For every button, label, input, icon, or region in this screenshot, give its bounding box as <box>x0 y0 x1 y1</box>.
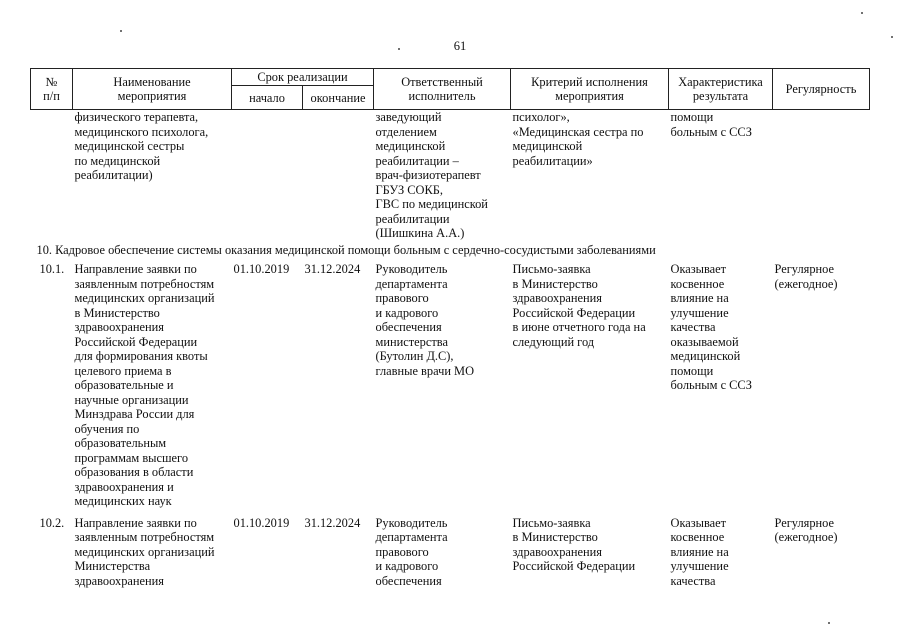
cell-name: Направление заявки по заявленным потребностям медицинских организаций в Министерство здравоохранения Российской Федерации для формирования квоты целевого приема в образовательные и научные организации Минздрава России для обучения по образовательным программам высшего образования в области здравоохранения и медицинских наук <box>74 262 215 508</box>
cell-regularity: Регулярное (ежегодное) <box>774 515 838 544</box>
cell-start: 01.10.2019 <box>233 515 290 530</box>
cell-num: 10.2. <box>39 515 65 530</box>
cell-result: помощи больным с ССЗ <box>670 110 752 139</box>
cell-num: 10.1. <box>39 262 65 276</box>
cell-criterion: психолог», «Медицинская сестра по медицинской реабилитации» <box>512 110 644 168</box>
table-row <box>31 509 870 589</box>
plan-table <box>30 68 870 588</box>
scan-speck <box>398 48 400 50</box>
table-row <box>31 262 870 509</box>
cell-result: Оказывает косвенное влияние на улучшение качества оказываемой медицинской помощи больным с ССЗ <box>670 262 752 392</box>
scan-speck <box>828 622 830 624</box>
header-num: № п/п <box>31 69 73 110</box>
cell-regularity: Регулярное (ежегодное) <box>774 262 838 291</box>
cell-responsible: Руководитель департамента правового и кадрового обеспечения министерства (Бутолин Д.С), главные врачи МО <box>375 262 475 378</box>
cell-criterion: Письмо-заявка в Министерство здравоохранения Российской Федерации в июне отчетного года на следующий год <box>512 262 646 349</box>
cell-name: Направление заявки по заявленным потребностям медицинских организаций Министерства здравоохранения <box>74 515 215 588</box>
table-header <box>31 69 870 110</box>
header-end: окончание <box>303 86 374 110</box>
cell-criterion: Письмо-заявка в Министерство здравоохранения Российской Федерации <box>512 515 636 573</box>
header-regularity: Регулярность <box>773 69 870 110</box>
header-start: начало <box>232 86 303 110</box>
scan-speck <box>891 36 893 38</box>
cell-start: 01.10.2019 <box>233 262 290 276</box>
header-result: Характеристика результата <box>669 69 773 110</box>
section-row <box>31 241 870 263</box>
cell-end: 31.12.2024 <box>304 515 361 530</box>
header-name: Наименование мероприятия <box>73 69 232 110</box>
cell-name: физического терапевта, медицинского психолога, медицинской сестры по медицинской реабилитации) <box>74 110 209 182</box>
cell-responsible: заведующий отделением медицинской реабилитации – врач-физиотерапевт ГБУЗ СОКБ, ГВС по медицинской реабилитации (Шишкина А.А.) <box>375 110 488 240</box>
header-criterion: Критерий исполнения мероприятия <box>511 69 669 110</box>
cell-responsible: Руководитель департамента правового и кадрового обеспечения <box>375 515 448 588</box>
header-term: Срок реализации <box>232 69 374 86</box>
cell-result: Оказывает косвенное влияние на улучшение качества <box>670 515 729 588</box>
header-responsible: Ответственный исполнитель <box>374 69 511 110</box>
page-number: 61 <box>453 39 467 53</box>
table-row-continuation <box>31 110 870 241</box>
cell-end: 31.12.2024 <box>304 262 361 276</box>
scan-speck <box>120 30 122 32</box>
scan-speck <box>861 12 863 14</box>
section-title: 10. Кадровое обеспечение системы оказания медицинской помощи больным с сердечно-сосудистыми заболеваниями <box>36 242 656 257</box>
